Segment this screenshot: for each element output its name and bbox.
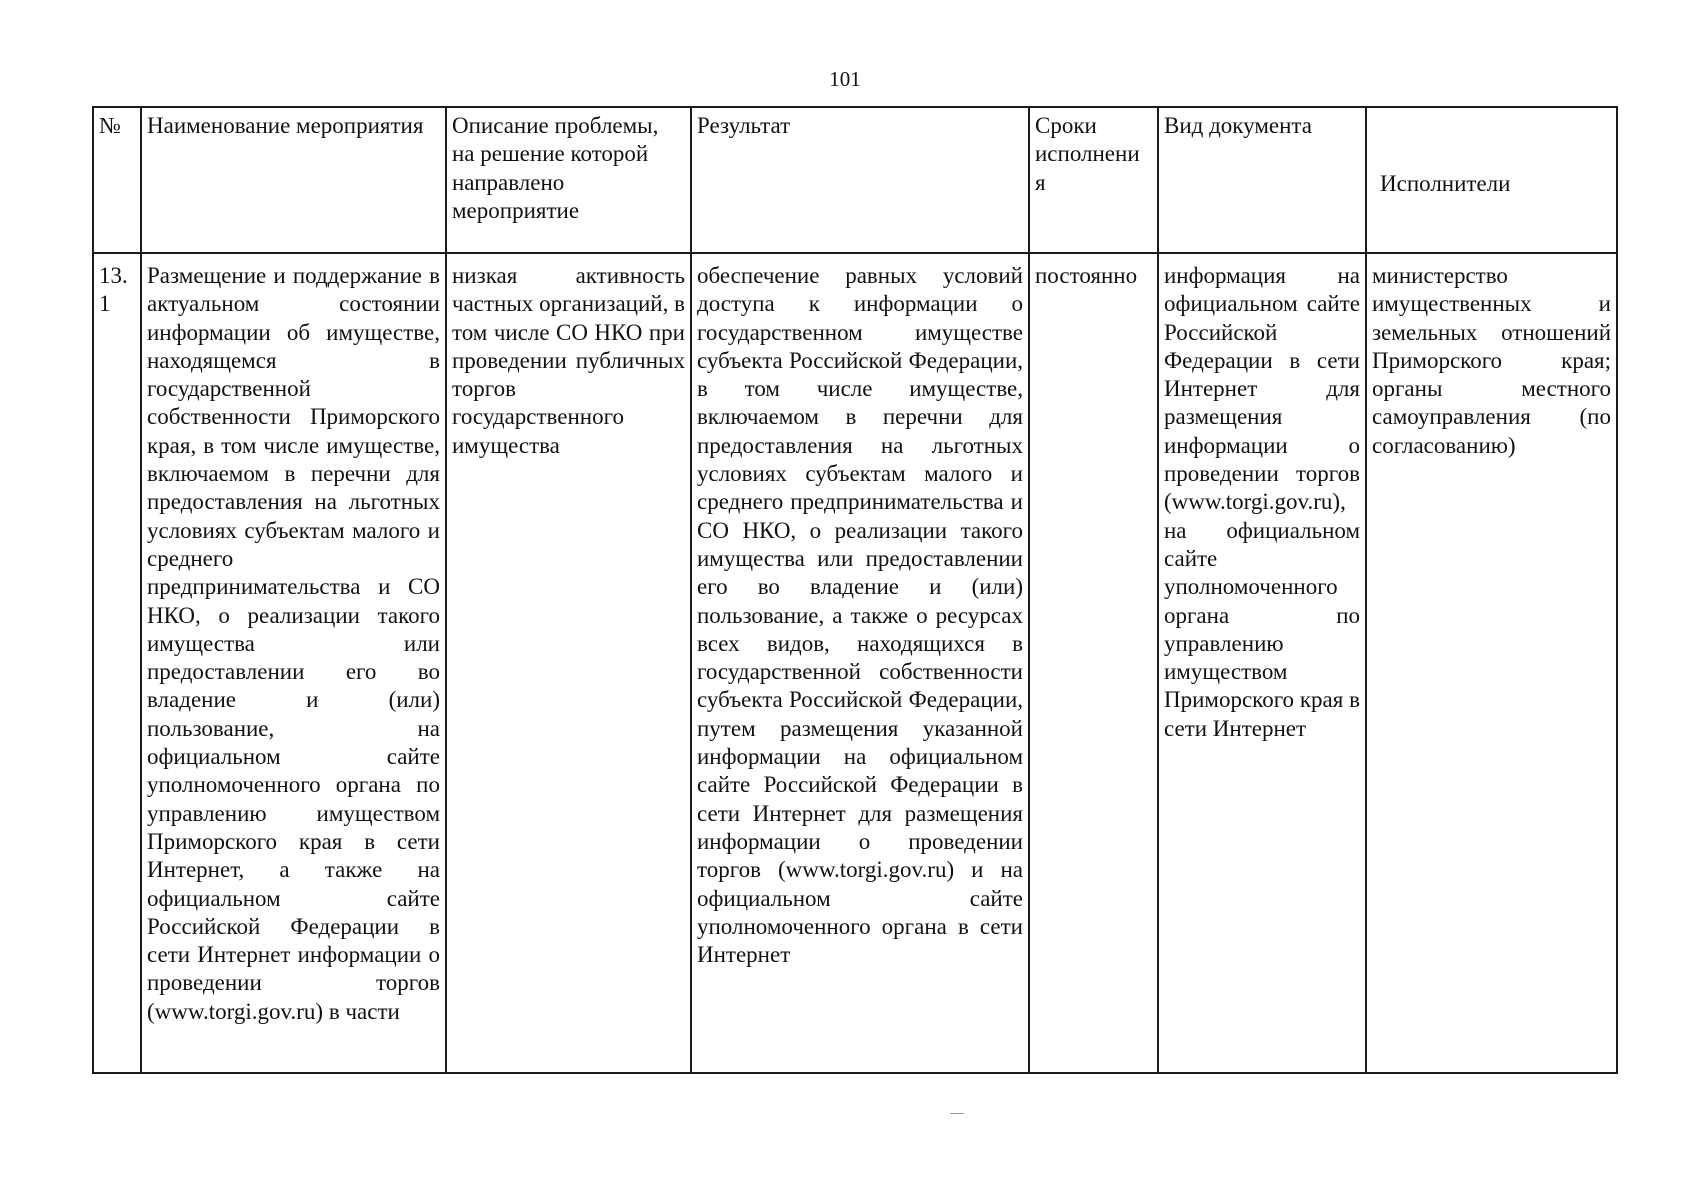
header-measure-name [141,107,446,253]
table-header [93,107,1617,253]
table-row [93,253,1617,1073]
header-row [93,107,1617,253]
cell-number [93,253,141,1073]
cell-result [691,253,1029,1073]
executors-text: министерство имущественных и земельных отношений Приморского края; органы местного самоуправления (по согласованию) [1372,263,1611,458]
cell-problem-description [446,253,691,1073]
header-result-label: Результат [697,113,791,138]
header-problem-description [446,107,691,253]
table-body [93,253,1617,1073]
header-executors-label: Исполнители [1380,171,1511,196]
header-deadline-label: Сроки исполнени я [1035,113,1140,195]
cell-deadline [1029,253,1158,1073]
header-problem-description-label: Описание проблемы, на решение которой направлено мероприятие [452,113,659,223]
cell-measure-name [141,253,446,1073]
header-deadline [1029,107,1158,253]
header-measure-name-label: Наименование мероприятия [147,113,424,138]
header-result [691,107,1029,253]
cell-document-type [1158,253,1366,1073]
header-number-label: № [99,113,121,138]
measures-table [92,106,1618,1074]
header-document-type-label: Вид документа [1164,113,1312,138]
document-type-text: информация на официальном сайте Российской Федерации в сети Интернет для размещения информации о проведении торгов (www.torgi.gov.ru), на официальном сайте уполномоченного органа по управлению имуществом Приморского края в сети Интернет [1164,263,1360,741]
cell-executors [1366,253,1617,1073]
problem-description-text: низкая активность частных организаций, в том числе СО НКО при проведении публичных торгов государственного имущества [452,263,685,458]
measure-name-text: Размещение и поддержание в актуальном состоянии информации об имуществе, находящемся в государственной собственности Приморского края, в том числе имуществе, включаемом в перечни для предоставления на льготных условиях субъектам малого и среднего предпринимательства и СО НКО, о реализации такого имущества или предоставлении его во владение и (или) пользование, на официальном сайте уполномоченного органа по управлению имуществом Приморского края в сети Интернет, а также на официальном сайте Российской Федерации в сети Интернет информации о проведении торгов (www.torgi.gov.ru) в части [147,263,440,1024]
deadline-text: постоянно [1035,263,1138,288]
header-document-type [1158,107,1366,253]
header-number [93,107,141,253]
footer-mark [950,1113,964,1114]
row-number: 13. 1 [99,263,128,317]
result-text: обеспечение равных условий доступа к информации о государственном имуществе субъекта Российской Федерации, в том числе имуществе, включаемом в перечни для предоставления на льготных условиях субъектам малого и среднего предпринимательства и СО НКО, о реализации такого имущества или предоставлении его во владение и (или) пользование, а также о ресурсах всех видов, находящихся в государственной собственности субъекта Российской Федерации, путем размещения указанной информации на официальном сайте Российской Федерации в сети Интернет для размещения информации о проведении торгов (www.torgi.gov.ru) и на официальном сайте уполномоченного органа в сети Интернет [697,263,1023,968]
page-number: 101 [829,67,861,91]
header-executors [1366,107,1617,253]
